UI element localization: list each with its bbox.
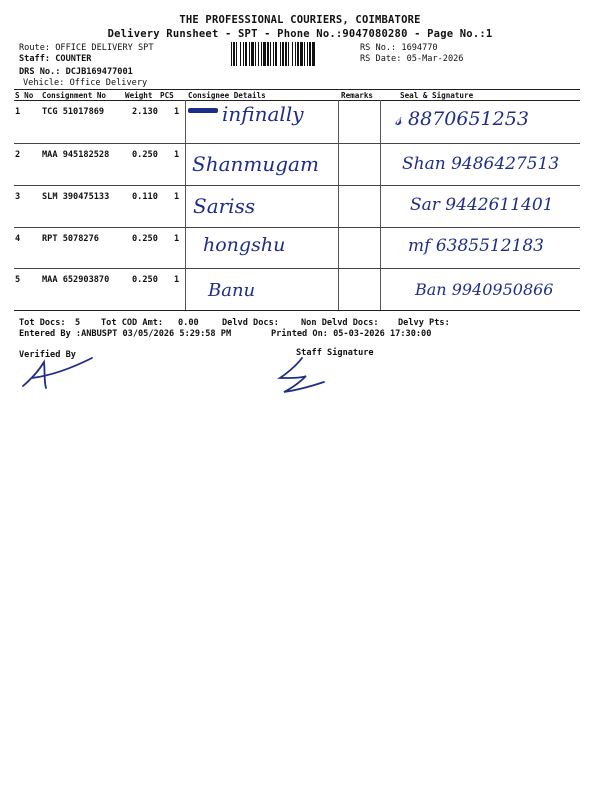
row-3-sno: 3	[15, 192, 21, 202]
barcode-bar	[245, 42, 247, 66]
table-bottom-border	[14, 310, 580, 311]
col-divider-seal	[380, 100, 381, 310]
row-5-weight: 0.250	[132, 275, 158, 285]
table-top-border	[14, 89, 580, 90]
barcode-bar	[307, 42, 308, 66]
row-5-consignee-handwriting: Banu	[208, 280, 256, 301]
tot-cod-value: 0.00	[178, 318, 199, 328]
barcode-bar	[275, 42, 277, 66]
tot-docs-label: Tot Docs:	[19, 318, 66, 328]
barcode-bar	[270, 42, 271, 66]
row-2-weight: 0.250	[132, 150, 158, 160]
barcode-bar	[233, 42, 235, 66]
tot-docs-value: 5	[75, 318, 81, 328]
barcode-bar	[280, 42, 281, 66]
row-1-weight: 2.130	[132, 107, 158, 117]
row-1-consignee-handwriting: infinally	[222, 102, 304, 126]
barcode-bar	[236, 42, 237, 66]
barcode-bar	[261, 42, 262, 66]
barcode-bar	[312, 42, 315, 66]
delvy-pts-label: Delvy Pts:	[398, 318, 450, 328]
barcode-bar	[240, 42, 241, 66]
staff-label: Staff: COUNTER	[19, 54, 92, 64]
barcode-bar	[273, 42, 274, 66]
barcode-bar	[292, 42, 293, 66]
barcode-bar	[300, 42, 303, 66]
row-4-sno: 4	[15, 234, 21, 244]
row-5-sno: 5	[15, 275, 21, 285]
barcode-bar	[304, 42, 305, 66]
barcode-bar	[267, 42, 269, 66]
row-1-signature: 𝓈 8870651253	[395, 108, 529, 130]
col-consignee: Consignee Details	[188, 91, 266, 100]
row-4-consignee-handwriting: hongshu	[203, 234, 286, 256]
staff-signature-mark	[272, 352, 342, 394]
barcode	[231, 42, 356, 66]
col-sno: S No	[15, 91, 34, 100]
col-consignment: Consignment No	[42, 91, 107, 100]
row-3-consignment: SLM 390475133	[42, 192, 110, 202]
barcode-bar	[255, 42, 256, 66]
route-label: Route: OFFICE DELIVERY SPT	[19, 43, 154, 53]
row-4-weight: 0.250	[132, 234, 158, 244]
col-seal: Seal & Signature	[400, 91, 474, 100]
row-5-signature: Ban 9940950866	[415, 280, 554, 299]
row-1-sno: 1	[15, 107, 21, 117]
row-2-consignee-handwriting: Shanmugam	[192, 152, 319, 176]
row-5-consignment: MAA 652903870	[42, 275, 110, 285]
company-title: THE PROFESSIONAL COURIERS, COIMBATORE	[179, 14, 421, 26]
tot-cod-label: Tot COD Amt:	[101, 318, 164, 328]
barcode-bar	[243, 42, 244, 66]
delvd-docs-label: Delvd Docs:	[222, 318, 279, 328]
drs-label: DRS No.: DCJB169477001	[19, 67, 133, 77]
vehicle-label: Vehicle: Office Delivery	[23, 78, 148, 88]
col-remarks: Remarks	[341, 91, 374, 100]
row-4-signature: mf 6385512183	[408, 236, 544, 256]
runsheet-title: Delivery Runsheet - SPT - Phone No.:9047080280 - Page No.:1	[107, 28, 493, 40]
row-1-scribble	[188, 108, 218, 113]
entered-by: Entered By :ANBUSPT 03/05/2026 5:29:58 PM	[19, 329, 232, 339]
row-2-signature: Shan 9486427513	[402, 154, 560, 174]
barcode-bar	[297, 42, 299, 66]
row-4-consignment: RPT 5078276	[42, 234, 99, 244]
row-separator	[14, 143, 580, 144]
barcode-bar	[309, 42, 311, 66]
row-1-pcs: 1	[174, 107, 180, 117]
row-3-pcs: 1	[174, 192, 180, 202]
barcode-bar	[231, 42, 232, 66]
staff-signature-label: Staff Signature	[296, 348, 374, 358]
row-separator	[14, 185, 580, 186]
non-delvd-docs-label: Non Delvd Docs:	[301, 318, 379, 328]
barcode-bar	[288, 42, 289, 66]
barcode-bar	[251, 42, 254, 66]
row-3-consignee-handwriting: Sariss	[193, 194, 256, 218]
row-3-weight: 0.110	[132, 192, 158, 202]
rs-number: RS No.: 1694770	[360, 43, 438, 53]
row-separator	[14, 268, 580, 269]
printed-on: Printed On: 05-03-2026 17:30:00	[271, 329, 432, 339]
row-1-consignment: TCG 51017869	[42, 107, 105, 117]
rs-date: RS Date: 05-Mar-2026	[360, 54, 464, 64]
col-weight: Weight	[125, 91, 153, 100]
barcode-bar	[258, 42, 259, 66]
barcode-bar	[295, 42, 296, 66]
col-pcs: PCS	[160, 91, 174, 100]
col-divider-remarks	[338, 100, 339, 310]
barcode-bar	[263, 42, 266, 66]
row-2-consignment: MAA 945182528	[42, 150, 110, 160]
barcode-bar	[249, 42, 250, 66]
barcode-bar	[285, 42, 287, 66]
row-separator	[14, 227, 580, 228]
header-bottom-border	[14, 100, 580, 101]
verified-by-signature	[18, 352, 103, 394]
row-3-signature: Sar 9442611401	[410, 195, 554, 215]
row-2-pcs: 1	[174, 150, 180, 160]
verified-by-label: Verified By	[19, 350, 76, 360]
row-5-pcs: 1	[174, 275, 180, 285]
barcode-bar	[282, 42, 284, 66]
row-2-sno: 2	[15, 150, 21, 160]
col-divider-consignee	[185, 100, 186, 310]
row-4-pcs: 1	[174, 234, 180, 244]
